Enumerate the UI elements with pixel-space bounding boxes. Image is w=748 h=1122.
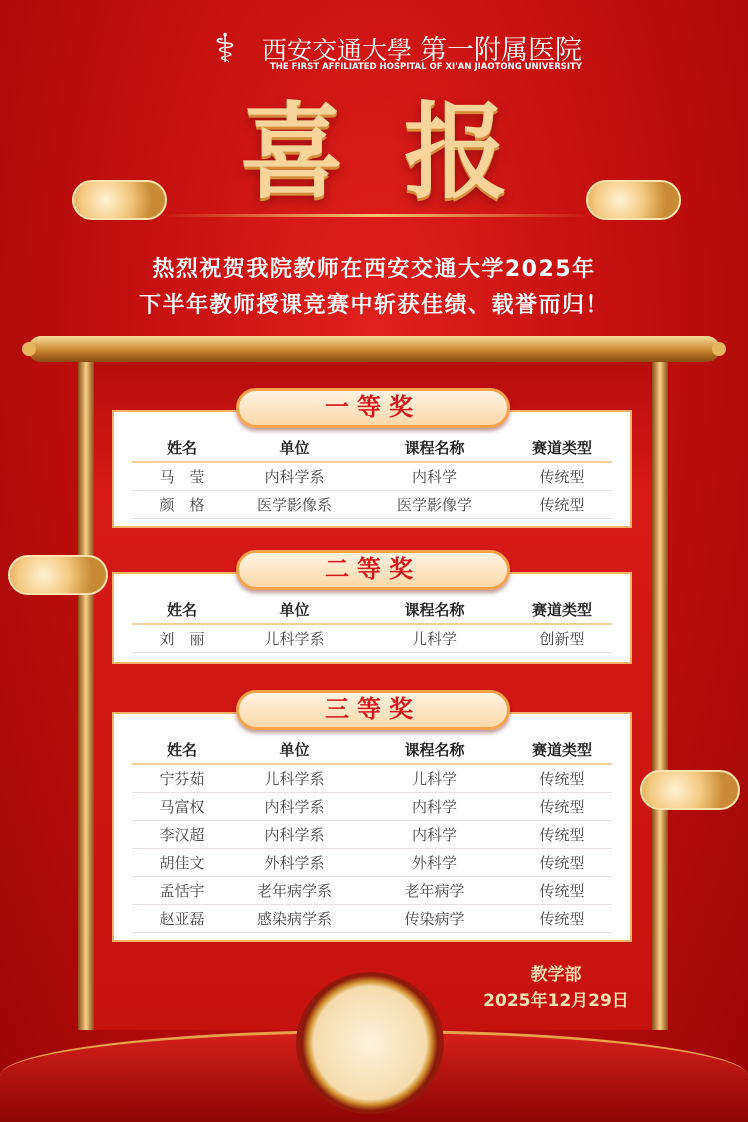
table-cell: 传染病学: [357, 904, 512, 932]
award-level-badge: 二等奖: [236, 550, 510, 590]
table-row: [132, 848, 612, 876]
table-header-row: [132, 434, 612, 462]
table-cell: 传统型: [512, 876, 612, 904]
rod-cap-right: [712, 342, 726, 356]
table-cell: 刘 丽: [132, 624, 232, 652]
column-header: 课程名称: [357, 434, 512, 462]
table-row: [132, 764, 612, 792]
table-cell: 传统型: [512, 904, 612, 932]
cloud-ornament-left-icon: [72, 180, 167, 220]
footer-date: 2025年12月29日: [483, 991, 629, 1011]
table-cell: 创新型: [512, 624, 612, 652]
logo-hospital: 第一附属医院: [419, 35, 582, 66]
scroll-side-rod-right: [652, 360, 668, 1030]
logo-emblem-icon: ⚕: [214, 26, 236, 72]
table-row: [132, 820, 612, 848]
logo-english-name: THE FIRST AFFILIATED HOSPITAL OF XI'AN JIAOTONG UNIVERSITY: [270, 62, 582, 72]
award-table: [132, 596, 612, 653]
table-cell: 外科学: [357, 848, 512, 876]
table-cell: 胡佳文: [132, 848, 232, 876]
table-cell: 内科学: [357, 462, 512, 490]
table-cell: 传统型: [512, 764, 612, 792]
cloud-ornament-right-icon: [586, 180, 681, 220]
table-cell: 传统型: [512, 848, 612, 876]
table-cell: 传统型: [512, 792, 612, 820]
table-cell: 儿科学: [357, 624, 512, 652]
column-header: 单位: [232, 596, 357, 624]
table-cell: 颜 格: [132, 490, 232, 518]
table-cell: 宁芬茹: [132, 764, 232, 792]
column-header: 姓名: [132, 736, 232, 764]
table-cell: 李汉超: [132, 820, 232, 848]
title-underline: [160, 214, 590, 217]
logo-university: 西安交通大學: [262, 36, 413, 65]
table-header-row: [132, 736, 612, 764]
cloud-ornament-mid-right-icon: [640, 770, 740, 810]
table-cell: 儿科学系: [232, 764, 357, 792]
award-table: [132, 736, 612, 933]
scroll-side-rod-left: [78, 360, 94, 1030]
table-cell: 内科学系: [232, 462, 357, 490]
table-cell: 老年病学: [357, 876, 512, 904]
page-title: 喜报: [239, 91, 568, 213]
table-row: [132, 490, 612, 518]
table-header-row: [132, 596, 612, 624]
table-cell: 老年病学系: [232, 876, 357, 904]
table-cell: 儿科学: [357, 764, 512, 792]
table-cell: 传统型: [512, 820, 612, 848]
footer-department: 教学部: [530, 965, 582, 985]
column-header: 赛道类型: [512, 434, 612, 462]
table-cell: 内科学系: [232, 792, 357, 820]
column-header: 赛道类型: [512, 736, 612, 764]
column-header: 姓名: [132, 434, 232, 462]
award-level-badge: 三等奖: [236, 690, 510, 730]
table-cell: 外科学系: [232, 848, 357, 876]
column-header: 单位: [232, 736, 357, 764]
table-cell: 内科学: [357, 820, 512, 848]
table-cell: 马 莹: [132, 462, 232, 490]
award-table: [132, 434, 612, 519]
table-row: [132, 876, 612, 904]
table-row: [132, 792, 612, 820]
table-row: [132, 624, 612, 652]
rod-cap-left: [22, 342, 36, 356]
award-level-badge: 一等奖: [236, 388, 510, 428]
scroll-rod: [28, 336, 720, 362]
table-cell: 感染病学系: [232, 904, 357, 932]
column-header: 姓名: [132, 596, 232, 624]
table-row: [132, 904, 612, 932]
cloud-ornament-mid-left-icon: [8, 555, 108, 595]
column-header: 单位: [232, 434, 357, 462]
drum-icon: [296, 972, 444, 1114]
table-cell: 医学影像学: [357, 490, 512, 518]
table-row: [132, 462, 612, 490]
column-header: 课程名称: [357, 736, 512, 764]
hospital-logo: [200, 24, 582, 76]
table-cell: 儿科学系: [232, 624, 357, 652]
table-cell: 马富权: [132, 792, 232, 820]
table-cell: 医学影像系: [232, 490, 357, 518]
table-cell: 传统型: [512, 490, 612, 518]
subtitle-line-2: 下半年教师授课竞赛中斩获佳绩、载誉而归！: [138, 293, 609, 318]
table-cell: 内科学系: [232, 820, 357, 848]
award-table-card: [112, 712, 632, 942]
column-header: 课程名称: [357, 596, 512, 624]
column-header: 赛道类型: [512, 596, 612, 624]
table-cell: 孟恬宇: [132, 876, 232, 904]
subtitle-line-1: 热烈祝贺我院教师在西安交通大学2025年: [152, 257, 596, 282]
table-cell: 传统型: [512, 462, 612, 490]
table-cell: 赵亚磊: [132, 904, 232, 932]
table-cell: 内科学: [357, 792, 512, 820]
